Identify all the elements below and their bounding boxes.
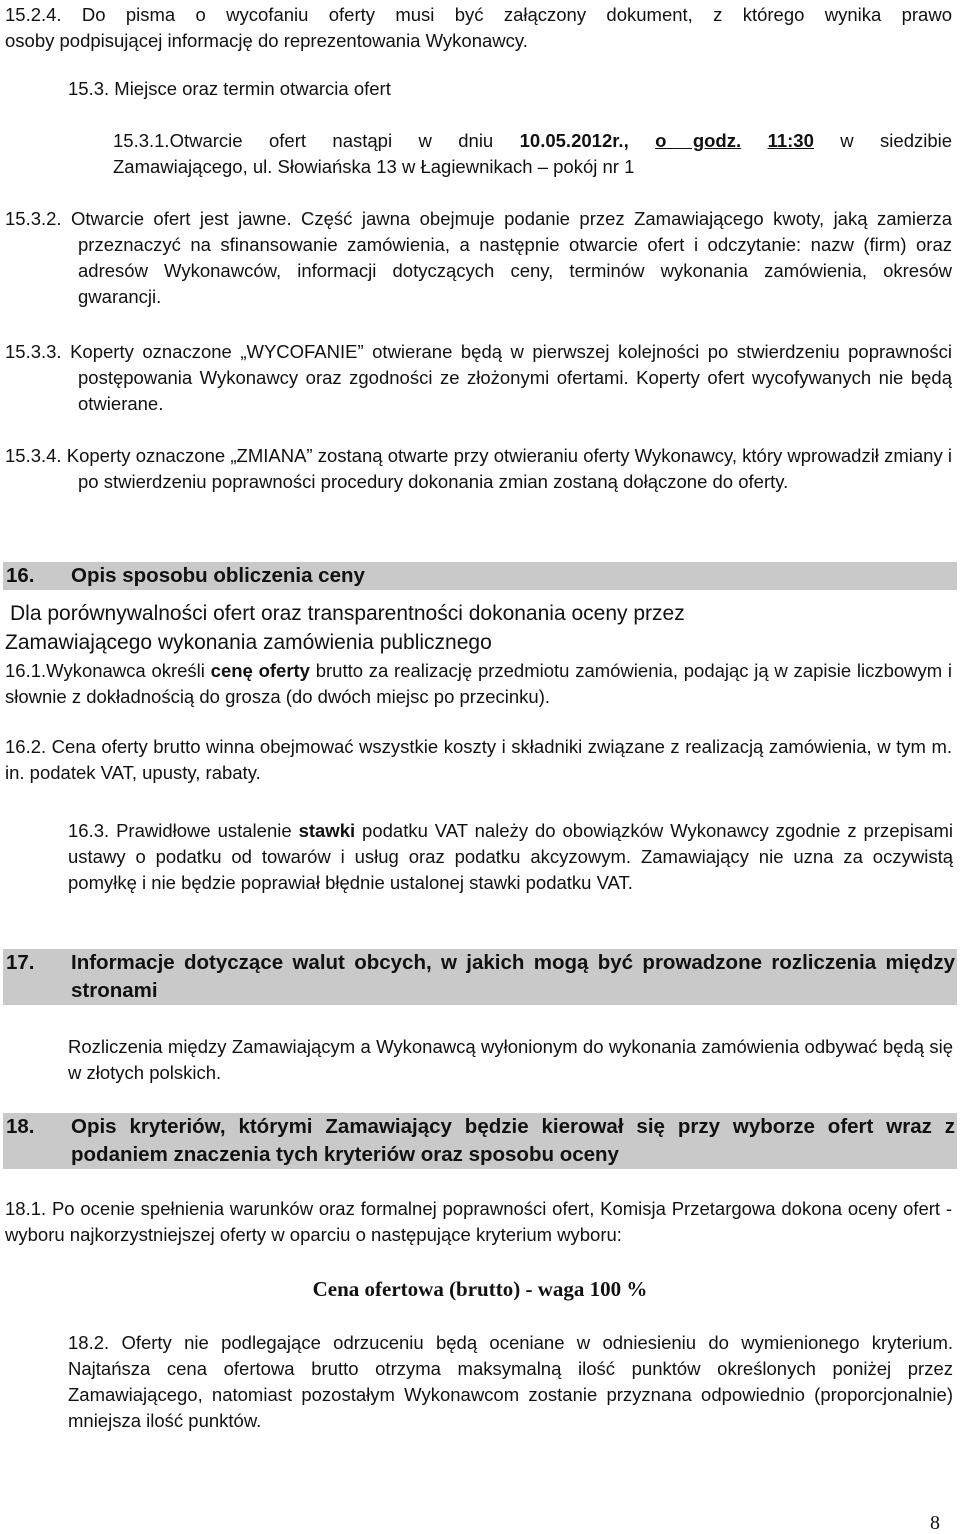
paragraph-18-1: 18.1. Po ocenie spełnienia warunków oraz formalnej poprawności ofert, Komisja Przetargowa dokona oceny ofert - wyboru najkorzystniejszej oferty w oparciu o następujące kryterium wyboru: xyxy=(5,1198,952,1245)
section-16-intro-line1: Dla porównywalności ofert oraz transparentności dokonania oceny przez xyxy=(10,602,685,625)
subsection-15-3-title: 15.3. Miejsce oraz termin otwarcia ofert xyxy=(68,78,391,99)
paragraph-15-3-3 xyxy=(5,339,952,417)
time-prefix: o godz. xyxy=(655,130,742,151)
section-18-number: 18. xyxy=(6,1115,35,1138)
section-17-body: Rozliczenia między Zamawiającym a Wykonawcą wyłonionym do wykonania zamówienia odbywać będą się w złotych polskich. xyxy=(68,1036,953,1083)
section-18-header xyxy=(3,1113,957,1169)
paragraph-15-3-1-line2: Zamawiającego, ul. Słowiańska 13 w Łagiewnikach – pokój nr 1 xyxy=(113,156,635,177)
paragraph-15-2-4-line1: 15.2.4. Do pisma o wycofaniu oferty musi być załączony dokument, z którego wynika prawo xyxy=(5,4,952,25)
p-16-3-bold: stawki xyxy=(298,820,356,841)
paragraph-15-3-2 xyxy=(5,206,952,310)
section-16-number: 16. xyxy=(6,564,35,587)
section-17-header xyxy=(3,949,957,1005)
section-16-intro-line2: Zamawiającego wykonania zamówienia publicznego xyxy=(5,631,492,654)
paragraph-16-1 xyxy=(5,658,952,710)
section-18-title: Opis kryteriów, którymi Zamawiający będzie kierował się przy wyborze ofert wraz z podaniem znaczenia tych kryteriów oraz sposobu oceny xyxy=(71,1115,955,1166)
page-number: 8 xyxy=(930,1512,940,1534)
p-16-1-post: brutto za realizację przedmiotu zamówienia, podając ją w zapisie liczbowym i słownie z dokładnością do grosza (do dwóch miejsc po przecinku). xyxy=(5,660,953,707)
paragraph-15-3-1-line1 xyxy=(113,128,952,154)
paragraph-15-3-4-text: 15.3.4. Koperty oznaczone „ZMIANA” zostaną otwarte przy otwieraniu oferty Wykonawcy, który wprowadził zmiany i po stwierdzeniu poprawności procedury dokonania zmian zostaną dołączone do oferty. xyxy=(5,445,952,492)
paragraph-18-2: 18.2. Oferty nie podlegające odrzuceniu będą oceniane w odniesieniu do wymienionego kryterium. Najtańsza cena ofertowa brutto otrzyma maksymalną ilość punktów określonych poniżej przez Zamawiającego, natomiast pozostałym Wykonawcom zostanie przyznana odpowiednio (proporcjonalnie) mniejsza ilość punktów. xyxy=(68,1332,953,1431)
criterion-price-weight: Cena ofertowa (brutto) - waga 100 % xyxy=(312,1277,648,1301)
p-16-3-pre: 16.3. Prawidłowe ustalenie xyxy=(68,820,292,841)
paragraph-15-3-4 xyxy=(5,443,952,495)
paragraph-16-2: 16.2. Cena oferty brutto winna obejmować wszystkie koszty i składniki związane z realizacją zamówienia, w tym m. in. podatek VAT, upusty, rabaty. xyxy=(5,736,952,783)
paragraph-16-3 xyxy=(68,818,953,896)
p-15-3-1-prefix: 15.3.1.Otwarcie ofert nastąpi w dniu xyxy=(113,130,494,151)
opening-date: 10.05.2012r. xyxy=(519,130,624,151)
opening-time: 11:30 xyxy=(767,130,814,151)
section-17-number: 17. xyxy=(6,951,35,974)
p-16-1-bold: cenę oferty xyxy=(210,660,310,681)
date-separator: , xyxy=(623,130,656,151)
paragraph-15-3-3-text: 15.3.3. Koperty oznaczone „WYCOFANIE” otwierane będą w pierwszej kolejności po stwierdzeniu poprawności postępowania Wykonawcy oraz zgodności ze złożonymi ofertami. Koperty ofert wycofywanych nie będą otwierane. xyxy=(5,341,952,414)
section-17-title: Informacje dotyczące walut obcych, w jakich mogą być prowadzone rozliczenia między stronami xyxy=(71,951,955,1002)
section-16-title: Opis sposobu obliczenia ceny xyxy=(71,564,365,587)
p-15-3-1-rest: w siedzibie xyxy=(840,130,953,151)
p-16-3-post: podatku VAT należy do obowiązków Wykonawcy zgodnie z przepisami ustawy o podatku od towarów i usług oraz podatku akcyzowym. Zamawiający nie uzna za oczywistą pomyłkę i nie będzie poprawiał błędnie ustalonej stawki podatku VAT. xyxy=(68,820,953,893)
p-16-1-pre: 16.1.Wykonawca określi xyxy=(5,660,205,681)
paragraph-15-2-4-line2: osoby podpisującej informację do reprezentowania Wykonawcy. xyxy=(5,30,528,51)
paragraph-15-3-2-text: 15.3.2. Otwarcie ofert jest jawne. Część jawna obejmuje podanie przez Zamawiającego kwoty, jaką zamierza przeznaczyć na sfinansowanie zamówienia, a następnie otwarcie ofert i odczytanie: nazw (firm) oraz adresów Wykonawców, informacji dotyczących ceny, terminów wykonania zamówienia, okresów gwarancji. xyxy=(5,208,952,307)
section-16-header xyxy=(3,562,957,590)
